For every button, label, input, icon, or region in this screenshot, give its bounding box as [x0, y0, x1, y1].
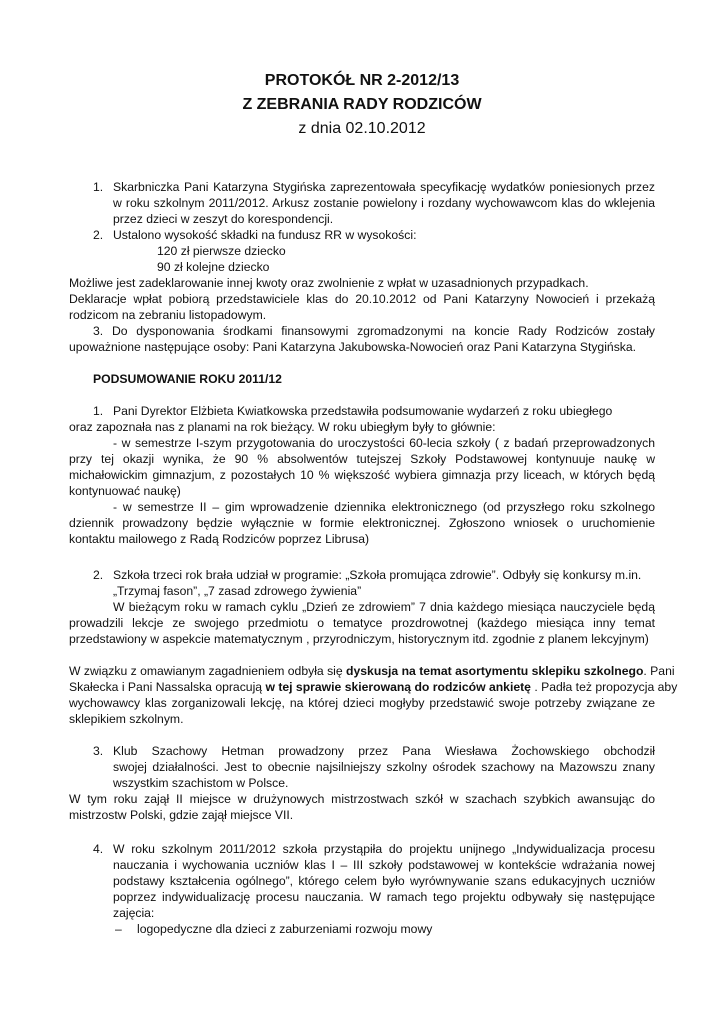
para-other-amount: Możliwe jest zadeklarowanie innej kwoty oraz zwolnienie z wpłat w uzasadnionych przypadkach.	[69, 276, 589, 290]
shop-para-text: W związku z omawianym zagadnieniem odbyła się	[69, 664, 347, 678]
shop-discussion-emphasis: dyskusja na temat asortymentu sklepiku szkolnego	[346, 664, 644, 678]
shop-para-line3: wychowawcy klas zorganizowali lekcję, na której dzieci mogłyby przedstawić swoje potrzeby związane ze	[69, 696, 655, 710]
fee-first-child: 120 zł pierwsze dziecko	[157, 244, 286, 258]
summary1-line4: przy tej okazji wynika, że 90 % absolwentów tutejszej Szkoły Podstawowej kontynuuje naukę w	[69, 452, 655, 466]
para-declarations-line1: Deklaracje wpłat pobiorą przedstawiciele klas do 20.10.2012 od Pani Katarzyny Nowocień i przekażą	[69, 292, 655, 306]
list-number: 1.	[93, 180, 104, 194]
summary1-line1: Pani Dyrektor Elżbieta Kwiatkowska przedstawiła podsumowanie wydarzeń z roku ubiegłego	[113, 404, 613, 418]
list-number: 1.	[93, 404, 104, 418]
summary-heading: PODSUMOWANIE ROKU 2011/12	[93, 372, 282, 386]
shop-para-line4: sklepikiem szkolnym.	[69, 712, 184, 726]
fee-next-child: 90 zł kolejne dziecko	[157, 260, 270, 274]
para-authorized-line2: upoważnione następujące osoby: Pani Katarzyna Jakubowska-Nowocień oraz Pani Katarzyna Stygińska.	[69, 340, 637, 354]
shop-para-text: Skałecka i Pani Nassalska opracują	[69, 680, 266, 694]
summary3-line2: swojej działalności. Jest to obecnie najsilniejszy szkolny ośrodek szachowy na Mazowszu znany	[113, 760, 655, 774]
item1-line1: Skarbniczka Pani Katarzyna Stygińska zaprezentowała specyfikację wydatków poniesionych przez	[113, 180, 655, 194]
summary2-line3: W bieżącym roku w ramach cyklu „Dzień ze zdrowiem” 7 dnia każdego miesiąca nauczyciele będą	[113, 600, 655, 614]
summary1-line3: - w semestrze I-szym przygotowania do uroczystości 60-lecia szkoły ( z badań przeprowadzonych	[113, 436, 655, 450]
summary4-line4: poprzez indywidualizację procesu nauczania. W ramach tego projektu odbywały się następujące	[113, 890, 655, 904]
summary2-line1: Szkoła trzeci rok brała udział w programie: „Szkoła promująca zdrowie”. Odbyły się konkursy m.in.	[113, 568, 642, 582]
summary4-line2: nauczania i wychowania uczniów klas I – III szkoły podstawowej w kontekście wdrażania nowej	[113, 858, 655, 872]
protocol-title: PROTOKÓŁ NR 2-2012/13	[264, 72, 460, 89]
item2-line1: Ustalono wysokość składki na fundusz RR w wysokości:	[113, 228, 417, 242]
summary4-line5: zajęcia:	[113, 906, 155, 920]
summary2-line5: przedstawiony w aspekcie matematycznym , przyrodniczym, historycznym itd. zgodnie z planem lekcyjnym)	[69, 632, 649, 646]
chess-para-line1: W tym roku zajął II miejsce w drużynowych mistrzostwach szkół w szachach szybkich awansując do	[69, 792, 655, 806]
chess-para-line2: mistrzostw Polski, gdzie zajął miejsce VII.	[69, 808, 294, 822]
shop-para-text: . Pani	[643, 664, 675, 678]
shop-para-line2	[69, 680, 677, 695]
item1-line3: przez dzieci w zeszyt do korespondencji.	[113, 212, 334, 226]
list-number: 2.	[93, 228, 104, 242]
list-number: 3.	[93, 744, 104, 758]
summary4-line3: podstawy kształcenia ogólnego”, którego celem było wyrównywanie szans edukacyjnych uczniów	[113, 874, 655, 888]
summary1-line8: dziennik prowadzony będzie wyłącznie w formie elektronicznej. Zgłoszono wniosek o uruchomienie	[69, 516, 655, 530]
summary4-bullet1: logopedyczne dla dzieci z zaburzeniami rozwoju mowy	[137, 922, 433, 936]
list-number: 2.	[93, 568, 104, 582]
summary1-line2: oraz zapoznała nas z planami na rok bieżący. W roku ubiegłym były to głównie:	[69, 420, 496, 434]
para-declarations-line2: rodzicom na zebraniu listopadowym.	[69, 308, 267, 322]
summary3-line1: Klub Szachowy Hetman prowadzony przez Pana Wiesława Żochowskiego obchodził	[113, 744, 655, 758]
shop-para-text: . Padła też propozycja aby	[530, 680, 678, 694]
survey-emphasis: w tej sprawie skierowaną do rodziców ankietę	[265, 680, 531, 694]
list-number: 4.	[93, 842, 104, 856]
summary2-line4: prowadzili lekcje ze swojego przedmiotu o tematyce prozdrowotnej (każdego miesiąca inny temat	[69, 616, 655, 630]
shop-para-line1	[69, 664, 675, 679]
summary1-line7: - w semestrze II – gim wprowadzenie dziennika elektronicznego (od przyszłego roku szkolnego	[113, 500, 655, 514]
meeting-date: z dnia 02.10.2012	[298, 120, 426, 137]
item1-line2: w roku szkolnym 2011/2012. Arkusz zostanie powielony i rozdany wychowawcom klas do wklejenia	[113, 196, 655, 210]
summary1-line9: kontaktu mailowego z Radą Rodziców poprzez Librusa)	[69, 532, 370, 546]
summary1-line5: michałowickim gimnazjum, z pozostałych 10 % większość wybiera gimnazja przy liceach, w których będą	[69, 468, 655, 482]
meeting-title: Z ZEBRANIA RADY RODZICÓW	[242, 96, 482, 113]
bullet-dash: –	[115, 922, 122, 936]
summary3-line3: wszystkim szachistom w Polsce.	[113, 776, 289, 790]
para-authorized-line1: 3. Do dysponowania środkami finansowymi zgromadzonymi na koncie Rady Rodziców zostały	[93, 324, 655, 338]
summary4-line1: W roku szkolnym 2011/2012 szkoła przystąpiła do projektu unijnego „Indywidualizacja procesu	[113, 842, 655, 856]
summary2-line2: „Trzymaj fason”, „7 zasad zdrowego żywienia”	[113, 584, 362, 598]
summary1-line6: kontynuować naukę)	[69, 484, 181, 498]
